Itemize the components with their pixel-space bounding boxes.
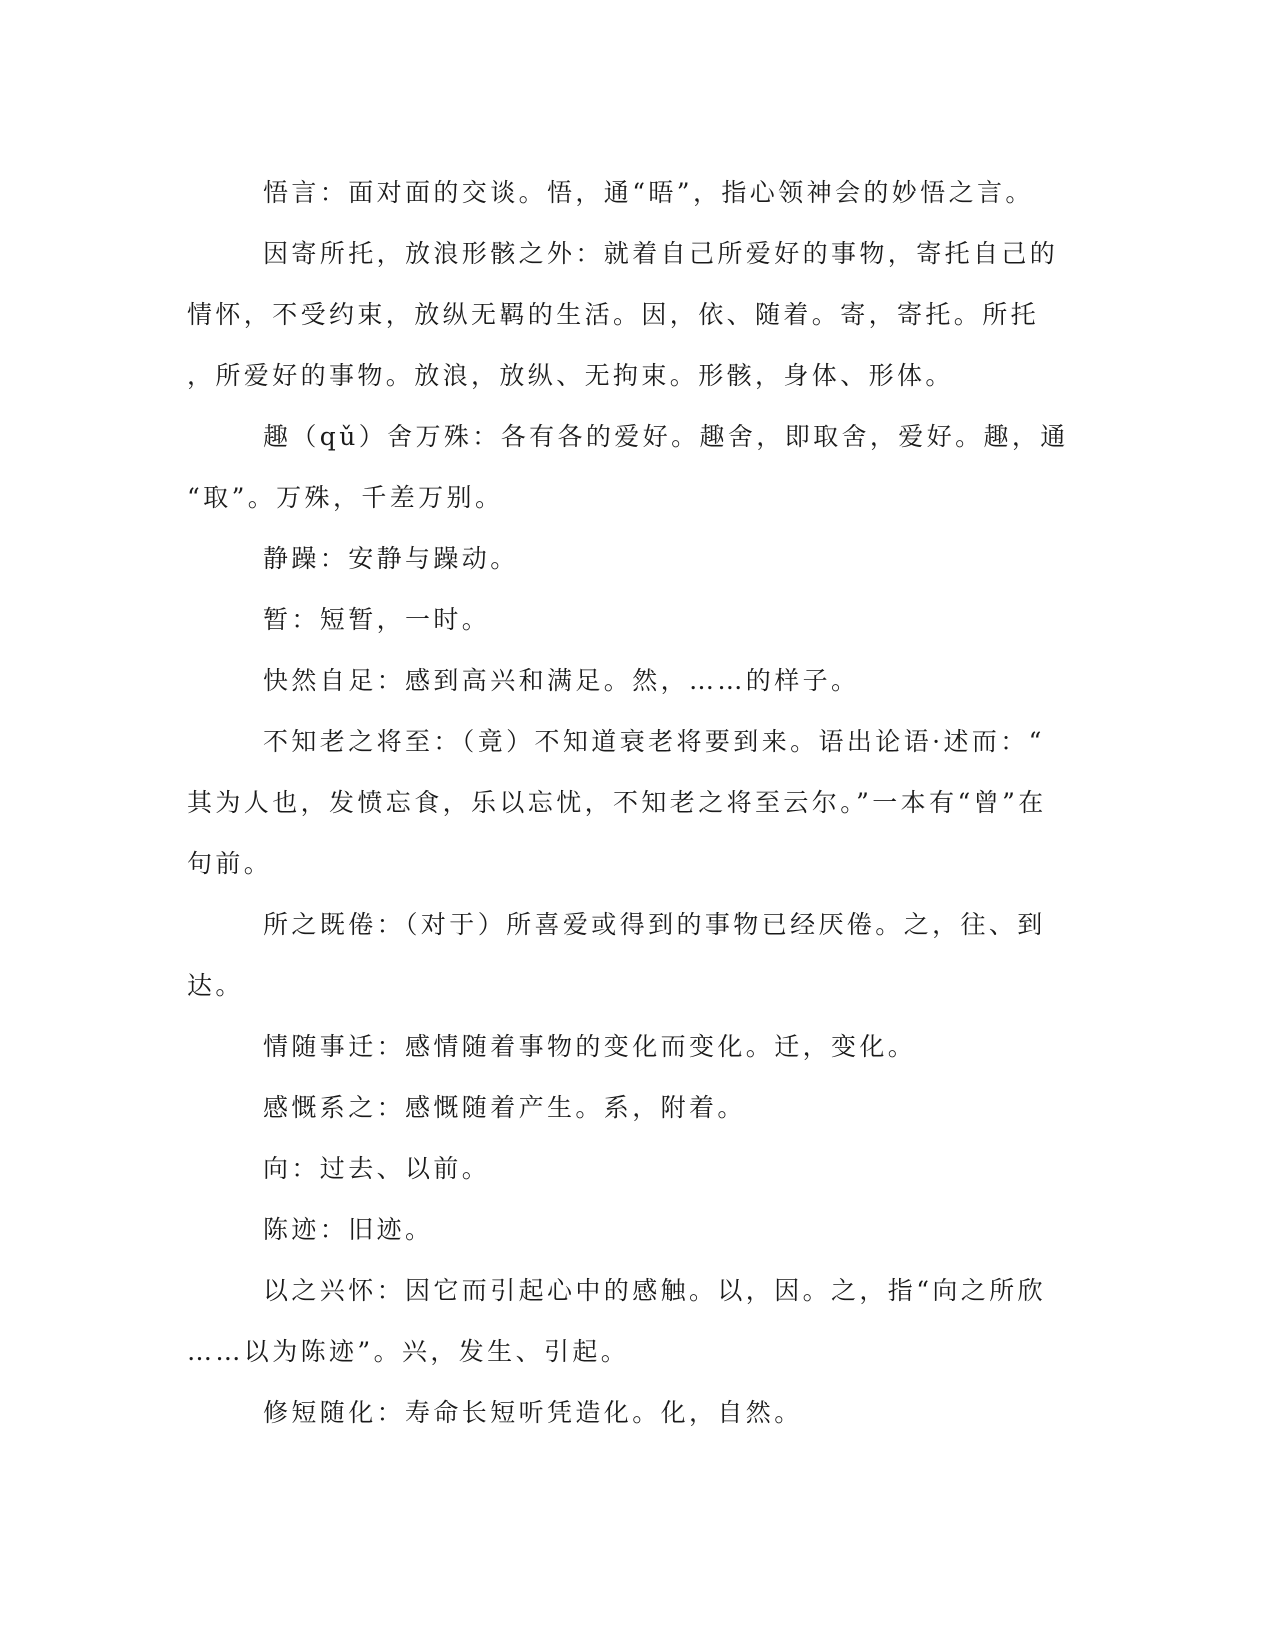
paragraph-line: 达。 (187, 971, 244, 1000)
paragraph-line: 悟言：面对面的交谈。悟，通“晤”，指心领神会的妙悟之言。 (263, 178, 1034, 207)
paragraph-line: “取”。万殊，千差万别。 (187, 483, 504, 512)
paragraph-line: 所之既倦：（对于）所喜爱或得到的事物已经厌倦。之，往、到 (263, 910, 1046, 939)
paragraph-line: 陈迹：旧迹。 (263, 1215, 434, 1244)
paragraph-line: 句前。 (187, 849, 273, 878)
paragraph-line: 以之兴怀：因它而引起心中的感触。以，因。之，指“向之所欣 (263, 1276, 1046, 1305)
paragraph-line: ……以为陈迹”。兴，发生、引起。 (187, 1337, 630, 1366)
paragraph-line: 其为人也，发愤忘食，乐以忘忧，不知老之将至云尔。”一本有“曾”在 (187, 788, 1047, 817)
paragraph-line: 不知老之将至：（竟）不知道衰老将要到来。语出论语·述而：“ (263, 727, 1045, 756)
paragraph-line: 暂：短暂，一时。 (263, 605, 491, 634)
paragraph-line: 情随事迁：感情随着事物的变化而变化。迁，变化。 (263, 1032, 917, 1061)
paragraph-line: 因寄所托，放浪形骸之外：就着自己所爱好的事物，寄托自己的 (263, 239, 1059, 268)
paragraph-line: 趣（qǔ）舍万殊：各有各的爱好。趣舍，即取舍，爱好。趣，通 (263, 422, 1069, 451)
paragraph-line: 修短随化：寿命长短听凭造化。化，自然。 (263, 1398, 803, 1427)
paragraph-line: 静躁：安静与躁动。 (263, 544, 519, 573)
paragraph-line: 向：过去、以前。 (263, 1154, 491, 1183)
paragraph-line: 感慨系之：感慨随着产生。系，附着。 (263, 1093, 746, 1122)
paragraph-line: 情怀，不受约束，放纵无羁的生活。因，依、随着。寄，寄托。所托 (187, 300, 1040, 329)
paragraph-line: 快然自足：感到高兴和满足。然，……的样子。 (263, 666, 860, 695)
paragraph-line: ，所爱好的事物。放浪，放纵、无拘束。形骸，身体、形体。 (187, 361, 954, 390)
annotation-text-body (187, 162, 1082, 1443)
